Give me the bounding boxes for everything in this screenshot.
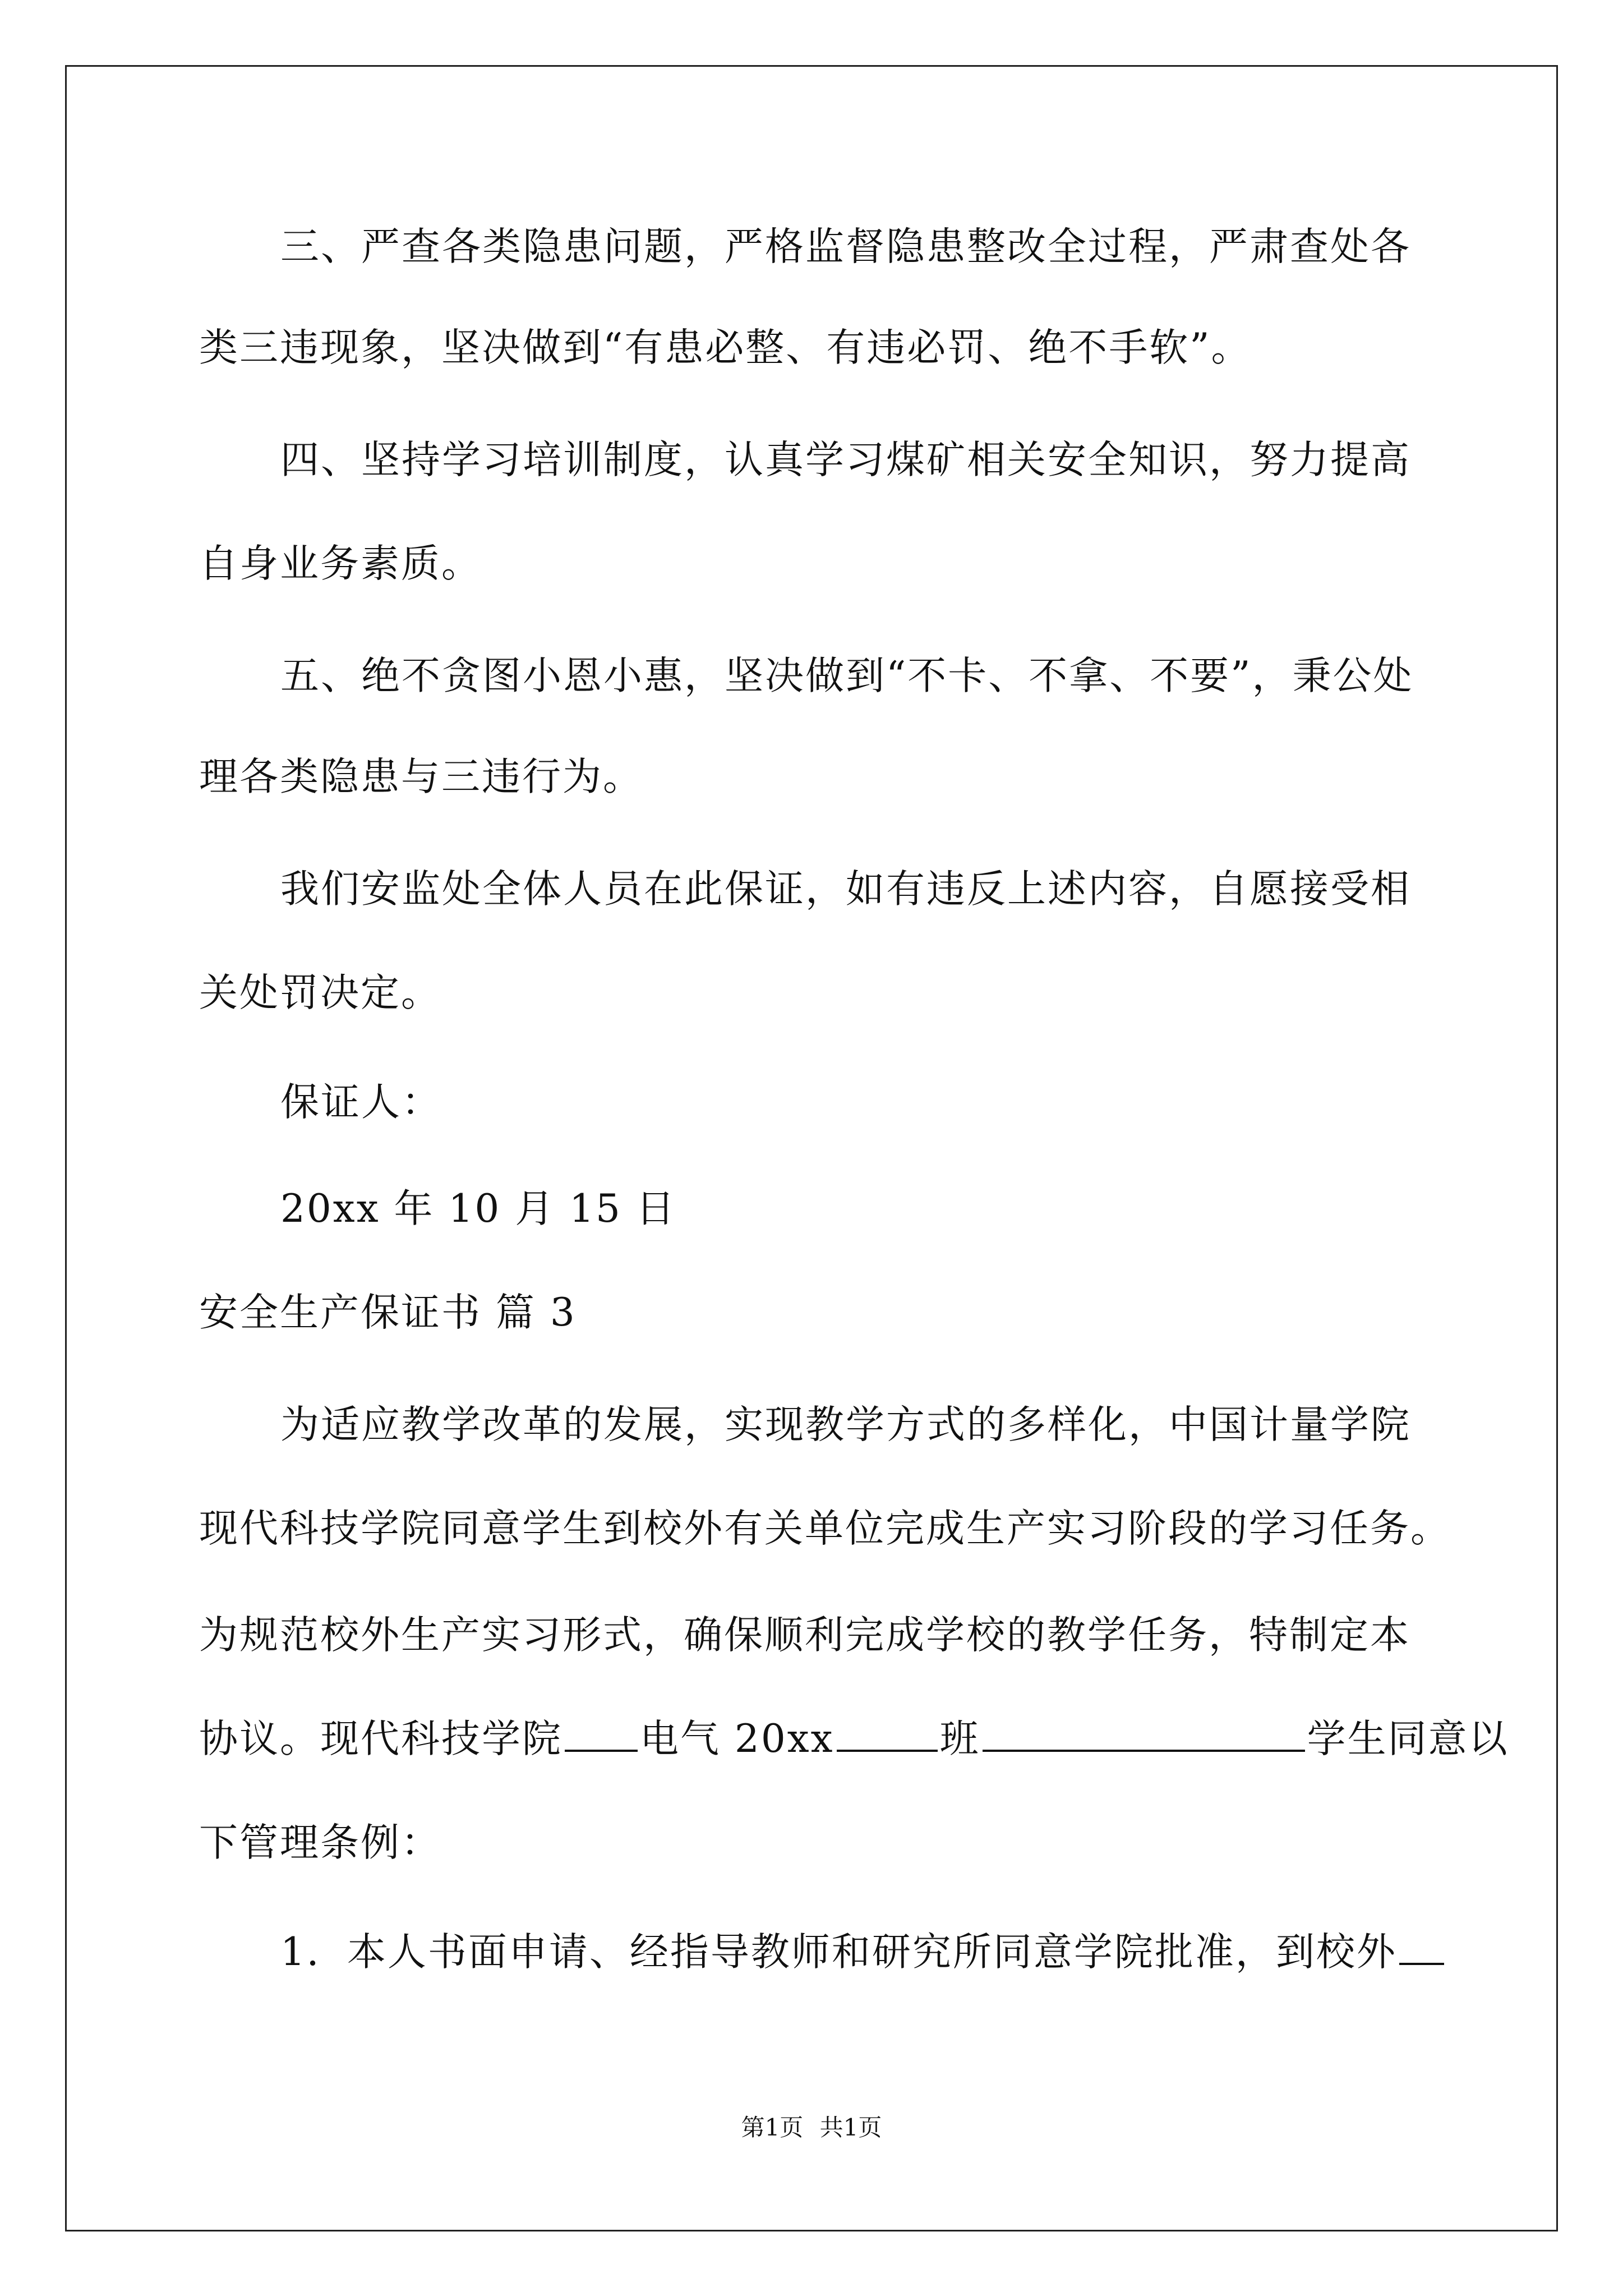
fill-in-blank	[1399, 1930, 1444, 1965]
line-segment: 班	[939, 1717, 980, 1761]
paragraph-line: 为规范校外生产实习形式，确保顺利完成学校的教学任务，特制定本	[199, 1613, 1410, 1658]
guarantor-label: 保证人：	[280, 1080, 442, 1125]
page-footer	[0, 2111, 1623, 2145]
paragraph-line: 现代科技学院同意学生到校外有关单位完成生产实习阶段的学习任务。	[199, 1506, 1451, 1551]
line-segment: 电气 20xx	[640, 1717, 834, 1761]
paragraph-line: 五、绝不贪图小恩小惠，坚决做到“不卡、不拿、不要”，秉公处	[280, 654, 1414, 698]
paragraph-line: 我们安监处全体人员在此保证，如有违反上述内容，自愿接受相	[280, 867, 1411, 912]
paragraph-line-with-blanks	[199, 1714, 1509, 1764]
paragraph-line: 为适应教学改革的发展，实现教学方式的多样化，中国计量学院	[280, 1402, 1411, 1447]
section-heading: 安全生产保证书 篇 3	[199, 1290, 577, 1335]
date-line: 20xx 年 10 月 15 日	[280, 1186, 676, 1231]
fill-in-blank	[565, 1717, 638, 1752]
paragraph-line: 理各类隐患与三违行为。	[199, 754, 643, 799]
line-segment: 协议。现代科技学院	[199, 1717, 562, 1761]
page-total: 共1页	[819, 2114, 882, 2141]
paragraph-line: 下管理条例：	[199, 1820, 441, 1865]
line-segment: 1．本人书面申请、经指导教师和研究所同意学院批准，到校外	[280, 1930, 1397, 1975]
paragraph-line: 关处罚决定。	[199, 970, 441, 1015]
fill-in-blank	[837, 1717, 938, 1752]
paragraph-line: 四、坚持学习培训制度，认真学习煤矿相关安全知识，努力提高	[280, 438, 1411, 482]
paragraph-line: 类三违现象，坚决做到“有患必整、有违必罚、绝不手软”。	[199, 325, 1252, 370]
page-number: 第1页	[741, 2114, 804, 2141]
page-border	[65, 65, 1558, 2231]
line-segment: 学生同意以	[1307, 1717, 1509, 1761]
fill-in-blank	[983, 1717, 1305, 1752]
paragraph-line: 自身业务素质。	[199, 541, 482, 586]
paragraph-line-with-blank	[280, 1927, 1446, 1977]
paragraph-line: 三、严查各类隐患问题，严格监督隐患整改全过程，严肃查处各	[280, 224, 1411, 269]
